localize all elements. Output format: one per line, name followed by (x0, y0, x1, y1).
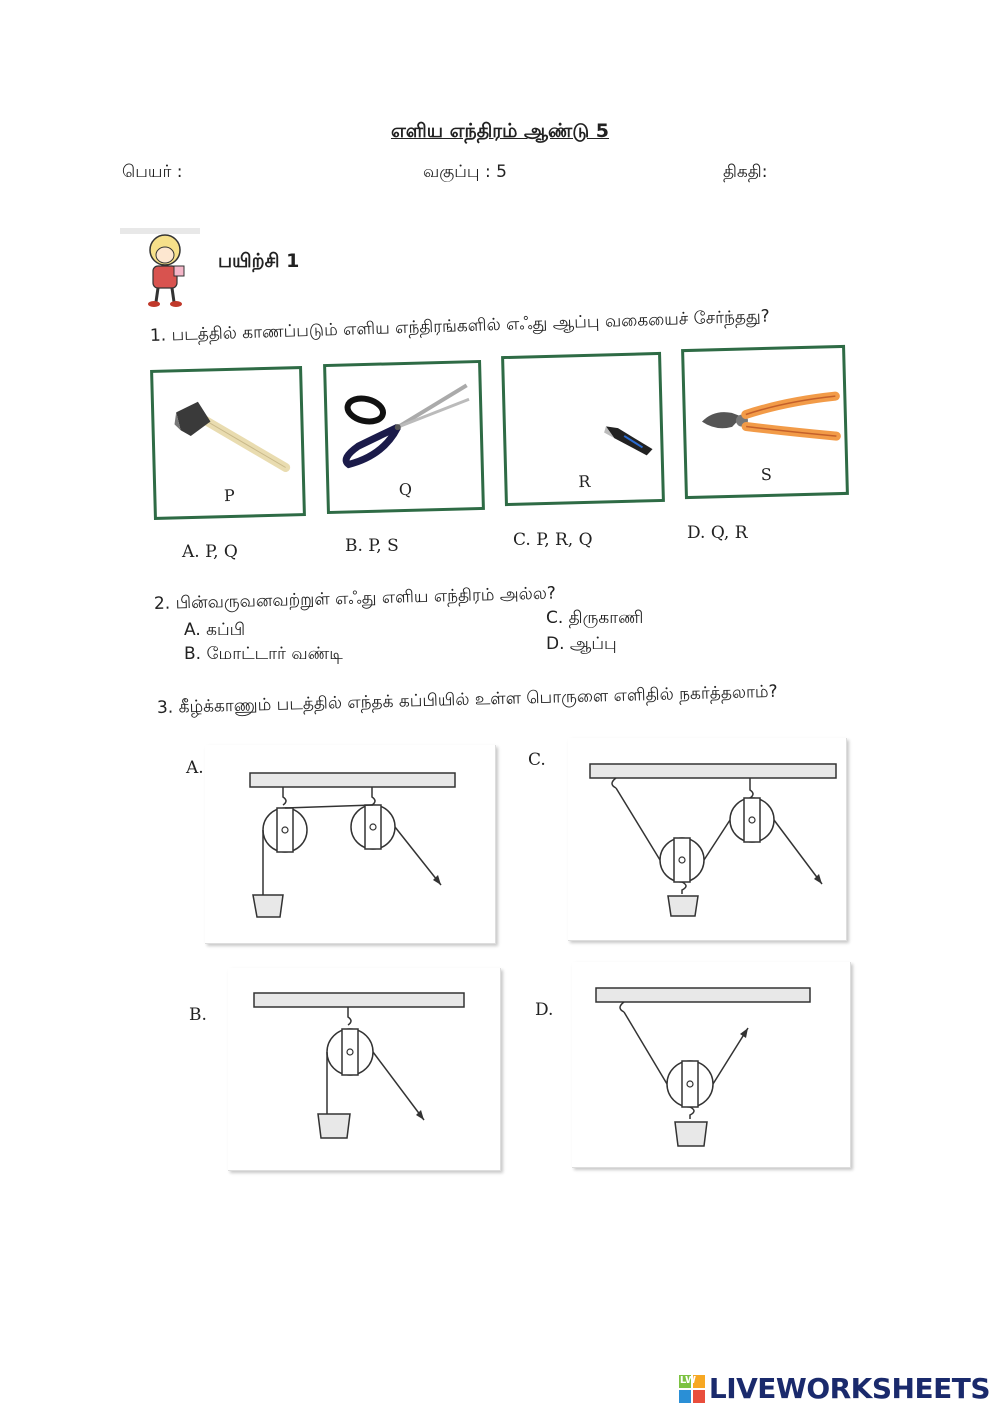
pulley-label-a: A. (186, 758, 204, 778)
pulley-card-a (205, 745, 496, 944)
question-1-text: 1. படத்தில் காணப்படும் எளிய எந்திரங்களில் எஃது ஆப்பு வகையைச் சேர்ந்தது? (149, 306, 771, 346)
tool-card-p (150, 366, 306, 520)
pulley-label-b: B. (189, 1005, 207, 1025)
exercise-label: பயிற்சி 1 (218, 250, 300, 272)
tool-card-s (681, 345, 849, 499)
q1-option-c: C. P, R, Q (513, 530, 593, 550)
cartoon-girl-icon (120, 228, 200, 310)
pulley-card-c (568, 738, 847, 941)
pliers-icon (684, 348, 845, 462)
movable-pulley-diagram (572, 962, 850, 1167)
pulley-label-c: C. (528, 750, 546, 770)
liveworksheets-logo-icon: LW (679, 1375, 705, 1403)
single-fixed-pulley-diagram (228, 968, 500, 1170)
liveworksheets-brand[interactable] (679, 1372, 990, 1405)
question-3-text: 3. கீழ்க்காணும் படத்தில் எந்தக் கப்பியில் உள்ள பொருளை எளிதில் நகர்த்தலாம்? (156, 681, 778, 718)
scissors-icon (326, 363, 481, 482)
name-label: பெயர் : (122, 162, 183, 182)
pulley-card-b (228, 968, 501, 1171)
tool-label-q: Q (398, 479, 413, 500)
q2-option-c: C. திருகாணி (546, 608, 644, 628)
question-2-text: 2. பின்வருவனவற்றுள் எஃது எளிய எந்திரம் அல்ல? (153, 583, 557, 614)
tool-label-p: P (223, 485, 235, 506)
pulley-card-d (572, 962, 851, 1168)
q2-option-d: D. ஆப்பு (546, 634, 617, 654)
pulley-label-d: D. (535, 1000, 554, 1020)
q1-option-d: D. Q, R (687, 523, 748, 543)
q1-option-b: B. P, S (345, 536, 399, 556)
worksheet-title: எளிய எந்திரம் ஆண்டு 5 (390, 120, 610, 142)
axe-icon (153, 369, 302, 483)
class-label: வகுப்பு : 5 (423, 162, 507, 182)
q1-option-a: A. P, Q (182, 542, 238, 562)
tool-card-r (501, 352, 665, 506)
date-label: திகதி: (723, 162, 768, 182)
double-pulley-diagram (205, 745, 495, 943)
tool-card-q (323, 360, 485, 514)
liveworksheets-wordmark: LIVEWORKSHEETS (708, 1372, 990, 1405)
tool-label-r: R (578, 471, 591, 492)
compound-pulley-diagram (568, 738, 846, 940)
q2-option-b: B. மோட்டார் வண்டி (184, 644, 343, 664)
knife-icon (504, 355, 661, 469)
tool-label-s: S (760, 464, 773, 485)
q2-option-a: A. கப்பி (184, 620, 246, 640)
